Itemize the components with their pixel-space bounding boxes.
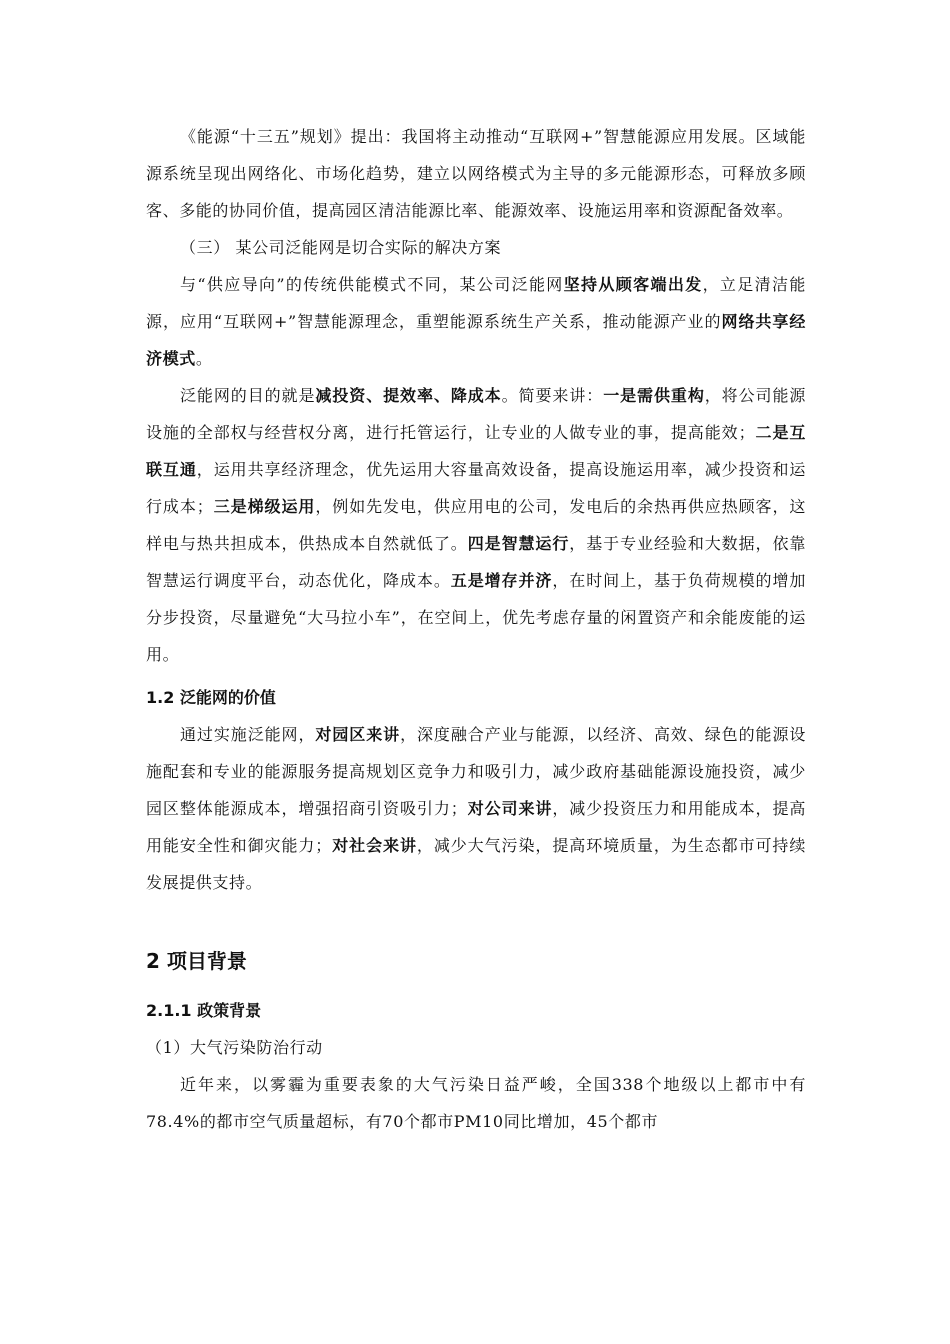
text-run: 通过实施泛能网， [180,725,316,744]
subsection-heading-policy: 2.1.1 政策背景 [146,1001,262,1020]
bold-run: 五是增存并济 [450,571,553,590]
bold-run: 一是需供重构 [603,386,705,405]
bold-run: 坚持从顾客端出发 [563,275,703,294]
list-item-air-pollution: （1）大气污染防治行动 [146,1038,323,1057]
text-run: 泛能网的目的就是 [180,386,316,405]
paragraph-air-pollution: 近年来，以雾霾为重要表象的大气污染日益严峻，全国338个地级以上都市中有78.4%的都市空气质量超标，有70个都市PM10同比增加，45个都市 [146,1075,806,1131]
text-run: ，在时间上，基于负荷规模的增加分步投资，尽量避免“大马拉小车”，在空间上，优先考虑存量的闲置资产和余能废能的运用。 [146,571,806,664]
text-run: ，减少大气污染，提高环境质量，为生态都市可持续发展提供支持。 [146,836,806,892]
spacer [146,901,806,943]
section-heading-value: 1.2 泛能网的价值 [146,688,276,707]
bold-run: 四是智慧运行 [467,534,570,553]
bold-run: 三是梯级运用 [213,497,316,516]
section-heading-solution: （三） 某公司泛能网是切合实际的解决方案 [180,238,502,257]
text-run: ，运用共享经济理念，优先运用大容量高效设备，提高设施运用率，减少投资和运行成本； [146,460,806,516]
bold-run: 网络共享经济模式 [146,312,806,368]
text-run: 。 [195,349,213,368]
paragraph-goals [146,377,806,673]
text-run: ，深度融合产业与能源，以经济、高效、绿色的能源设施配套和专业的能源服务提高规划区竞争力和吸引力，减少政府基础能源设施投资，减少园区整体能源成本，增强招商引资吸引力； [146,725,806,818]
bold-run: 对园区来讲 [315,725,401,744]
text-run: ，基于专业经验和大数据，依靠智慧运行调度平台，动态优化，降成本。 [146,534,807,590]
bold-run: 对社会来讲 [331,836,417,855]
bold-run: 减投资、提效率、降成本 [315,386,502,405]
text-run: ，例如先发电，供应用电的公司，发电后的余热再供应热顾客，这样电与热共担成本，供热成本自然就低了。 [146,497,806,553]
paragraph-supply-model [146,266,806,377]
document-page [146,118,806,1140]
paragraph-energy-plan: 《能源“十三五”规划》提出：我国将主动推动“互联网+”智慧能源应用发展。区域能源系统呈现出网络化、市场化趋势，建立以网络模式为主导的多元能源形态，可释放多顾客、多能的协同价值，提高园区清洁能源比率、能源效率、设施运用率和资源配备效率。 [146,127,806,220]
text-run: ，立足清洁能源，应用“互联网+”智慧能源理念，重塑能源系统生产关系，推动能源产业的 [146,275,806,331]
text-run: 与“供应导向”的传统供能模式不同，某公司泛能网 [180,275,564,294]
text-run: 。简要来讲： [501,386,604,405]
chapter-heading: 2 项目背景 [146,949,247,973]
spacer [146,980,806,992]
paragraph-value [146,716,806,901]
text-run: ，减少投资压力和用能成本，提高用能安全性和御灾能力； [146,799,806,855]
bold-run: 对公司来讲 [467,799,553,818]
text-run: ，将公司能源设施的全部权与经营权分离，进行托管运行，让专业的人做专业的事，提高能效； [146,386,806,442]
bold-run: 二是互联互通 [146,423,806,479]
